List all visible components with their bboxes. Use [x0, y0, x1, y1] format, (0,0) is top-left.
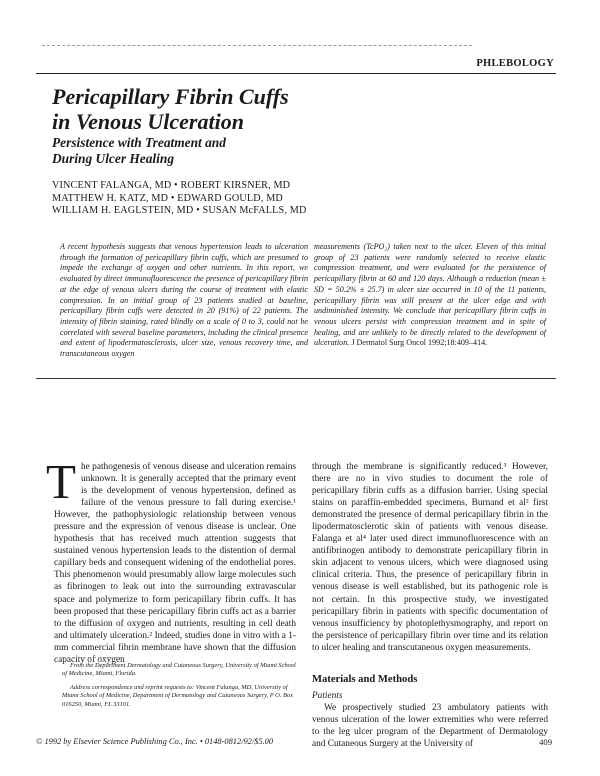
- article-subtitle: [52, 135, 226, 167]
- article-title: [52, 84, 289, 134]
- author-line-1: VINCENT FALANGA, MD • ROBERT KIRSNER, MD: [52, 180, 291, 191]
- subtitle-line-2: During Ulcer Healing: [52, 151, 175, 166]
- subtitle-line-1: Persistence with Treatment and: [52, 135, 226, 150]
- patients-heading: Patients: [312, 690, 343, 701]
- header-rule: [42, 45, 472, 46]
- author-line-2: MATTHEW H. KATZ, MD • EDWARD GOULD, MD: [52, 192, 283, 204]
- copyright-line: © 1992 by Elsevier Science Publishing Co., Inc. • 0148-0812/92/$5.00: [36, 737, 274, 746]
- intro-text: he pathogenesis of venous disease and ulceration remains unknown. It is generally accepted that the primary event is the development of venous hypertension, defined as failure of the venous pressure to fall during exercise.¹ However, the pathophysiologic relationship between venous pressure and the expression of venous disease is unclear. One hypothesis that has received much attention suggests that sustained venous hypertension leads to the distention of dermal capillary beds and consequent widening of the endothelial pores. This phenomenon would presumably allow large molecules such as fibrinogen to leak out into the surrounding extravascular space and polymerize to form pericapillary fibrin cuffs. It has been proposed that these pericapillary fibrin cuffs act as a barrier to the diffusion of oxygen and nutrients, resulting in cell death and ultimately ulceration.² Indeed, studies done in vitro with a 1-mm commercial fibrin membrane have shown that the diffusion capacity of oxygen: [54, 462, 296, 665]
- section-label: PHLEBOLOGY: [476, 58, 554, 69]
- affiliation-footnote: From the Department Dermatology and Cutaneous Surgery, University of Miami School of Medicine, Miami, Florida.: [62, 662, 296, 678]
- title-line-1: Pericapillary Fibrin Cuffs: [52, 84, 289, 109]
- abstract-left-text: A recent hypothesis suggests that venous hypertension leads to ulceration through the formation of pericapillary fibrin cuffs, which are presumed to impede the exchange of oxygen and other nutrients. In this report, we evaluated by direct immunofluorescence the presence of pericapillary fibrin at the edge of venous ulcers during the course of treatment with elastic compression. In an initial group of 23 patients studied at baseline, pericapillary fibrin cuffs were detected in 20 (91%) of 22 patients. The intensity of fibrin staining, rated blindly on a scale of 0 to 3, could not be correlated with several baseline parameters, including the clinical presence and extent of lipodermatosclerosis, ulcer size, venous recovery time, and transcutaneous oxygen: [60, 242, 308, 359]
- drop-cap: T: [46, 454, 76, 509]
- abstract-left-column: [60, 242, 308, 360]
- author-line-3: WILLIAM H. EAGLSTEIN, MD • SUSAN McFALLS, MD: [52, 205, 307, 216]
- author-list: [52, 180, 306, 218]
- patients-text: We prospectively studied 23 ambulatory patients with venous ulceration of the lower extremities who were referred to the leg ulcer program of the Department of Dermatology and Cutaneous Surgery at the University of: [312, 702, 548, 749]
- title-line-2: in Venous Ulceration: [52, 109, 244, 134]
- methods-heading: Materials and Methods: [312, 673, 418, 685]
- abstract-citation: J Dermatol Surg Oncol 1992;18:409–414.: [351, 338, 488, 348]
- correspondence-footnote: Address correspondence and reprint requests to: Vincent Falanga, MD, University of Miami School of Medicine, Department of Dermatology and Cutaneous Surgery, P O. Box 016250, Miami, FL 33101.: [62, 684, 293, 708]
- abstract-right-column: [314, 242, 546, 349]
- body-right-column: [312, 461, 548, 750]
- body-left-column: [46, 454, 296, 666]
- intro-paragraph: [46, 454, 296, 666]
- section-divider: [36, 73, 556, 74]
- abstract-right-paragraph: [314, 242, 546, 349]
- abstract-divider: [36, 378, 556, 379]
- page-number: 409: [539, 737, 552, 747]
- footnote-divider: [62, 657, 122, 658]
- abstract-right-text: measurements (TcPO₂) taken next to the ulcer. Eleven of this initial group of 23 patients were randomly selected to receive elastic compression treatment, and were evaluated for the persistence of pericapillary fibrin at 60 and 120 days. Although a reduction (mean ± SD = 50.2% ± 25.7) in ulcer size occurred in 10 of the 11 patients, pericapillary fibrin was still present at the ulcer edge and with undiminished intensity. We conclude that pericapillary fibrin cuffs in venous ulcers persist with compression treatment and in spite of healing, and are unlikely to be directly related to the development of ulceration.: [314, 242, 546, 348]
- continued-text: through the membrane is significantly reduced.³ However, there are no in vivo studies to document the role of pericapillary fibrin cuffs as a diffusion barrier. Using special stains on paraffin-embedded specimens, Burnand et al² first demonstrated the presence of dermal pericapillary fibrin in the lipodermatosclerotic skin of patients with venous disease. Falanga et al⁴ later used direct immunofluorescence with an antifibrinogen antibody to demonstrate pericapillary fibrin in skin adjacent to venous ulcers, which were diagnosed using clinical criteria. Thus, the presence of pericapillary fibrin in venous disease is well established, but its pathogenic role is not certain. In this prospective study, we investigated pericapillary fibrin in patients with specific documentation of venous insufficiency by photoplethysmography, and report on the persistence of pericapillary fibrin over time and its relation to ulcer healing and transcutaneous oxygen measurements.: [312, 462, 548, 653]
